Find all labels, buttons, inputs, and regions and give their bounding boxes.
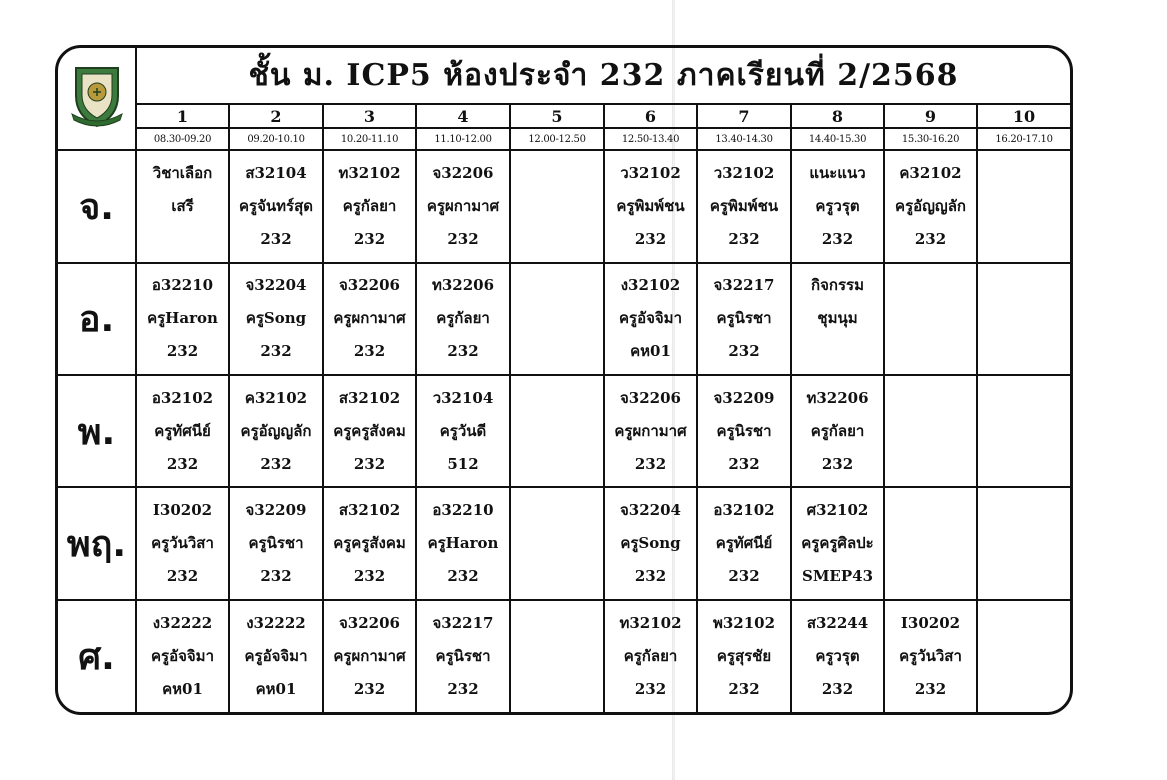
course-code — [885, 382, 976, 415]
room-number: 232 — [447, 342, 479, 361]
period-number-9: 9 — [884, 104, 977, 128]
course-code: วิชาเลือก — [152, 163, 213, 182]
schedule-cell — [791, 375, 884, 487]
course-code: อ32102 — [151, 388, 214, 407]
schedule-cell — [977, 487, 1070, 599]
room-number — [885, 560, 976, 593]
room-number: 232 — [821, 679, 854, 698]
page-title: ชั้น ม. ICP5 ห้องประจำ 232 ภาคเรียนที่ 2/2568 — [136, 48, 1070, 104]
schedule-cell — [136, 487, 229, 599]
schedule-cell — [416, 375, 510, 487]
room-number: 232 — [260, 454, 292, 473]
day-row — [58, 487, 1070, 599]
schedule-cell — [884, 150, 977, 262]
course-code: พ32102 — [712, 613, 776, 632]
teacher-name: ครูพิมพ์ชน — [616, 196, 685, 215]
schedule-cell — [697, 375, 791, 487]
schedule-cell — [416, 487, 510, 599]
teacher-name: ครูนิรชา — [248, 533, 304, 552]
teacher-name: ครูอัจจิมา — [151, 646, 214, 665]
schedule-cell — [884, 263, 977, 375]
period-time-5: 12.00-12.50 — [510, 128, 604, 150]
schedule-cell — [977, 150, 1070, 262]
course-code — [885, 494, 976, 527]
schedule-cell — [884, 375, 977, 487]
period-number-8: 8 — [791, 104, 884, 128]
schedule-cell — [136, 375, 229, 487]
period-number-10: 10 — [977, 104, 1070, 128]
schedule-cell — [977, 375, 1070, 487]
teacher-name: ครูครูสังคม — [333, 533, 406, 552]
schedule-cell — [510, 150, 604, 262]
teacher-name: เสรี — [171, 196, 194, 215]
schedule-cell — [416, 150, 510, 262]
room-number: 232 — [353, 229, 386, 248]
course-code — [978, 494, 1070, 527]
room-number: 232 — [728, 229, 760, 248]
teacher-name — [978, 527, 1070, 560]
course-code: ท32206 — [431, 276, 495, 295]
teacher-name: ครูกัลยา — [623, 646, 678, 665]
school-crest-icon — [66, 62, 128, 132]
room-number: 232 — [447, 229, 479, 248]
room-number — [885, 335, 976, 368]
teacher-name: ครูครูสังคม — [333, 421, 406, 440]
room-number — [511, 335, 603, 368]
schedule-cell — [791, 263, 884, 375]
room-number — [511, 223, 603, 256]
teacher-name: ครูผกามาศ — [333, 646, 406, 665]
schedule-cell — [229, 150, 323, 262]
teacher-name — [978, 415, 1070, 448]
period-number-4: 4 — [416, 104, 510, 128]
teacher-name: ครูHaron — [427, 533, 499, 552]
course-code: ส32102 — [338, 500, 401, 519]
course-code: ง32222 — [152, 613, 213, 632]
period-number-7: 7 — [697, 104, 791, 128]
teacher-name: ครูวรุต — [815, 196, 860, 215]
course-code: จ32209 — [245, 500, 307, 519]
course-code: ว32102 — [713, 163, 775, 182]
period-time-4: 11.10-12.00 — [416, 128, 510, 150]
course-code: ส32104 — [245, 163, 307, 182]
teacher-name — [885, 302, 976, 335]
room-number — [978, 223, 1070, 256]
schedule-cell — [323, 263, 416, 375]
room-number: 232 — [353, 454, 386, 473]
room-number: คห01 — [630, 342, 671, 361]
course-code: แนะแนว — [809, 163, 866, 182]
schedule-cell — [323, 600, 416, 712]
course-code: จ32206 — [339, 276, 400, 295]
schedule-cell — [136, 600, 229, 712]
period-number-1: 1 — [136, 104, 229, 128]
room-number — [978, 673, 1070, 706]
period-number-3: 3 — [323, 104, 416, 128]
schedule-cell — [791, 150, 884, 262]
teacher-name: ครูนิรชา — [716, 309, 772, 328]
course-code: ง32222 — [246, 613, 306, 632]
teacher-name: ครูพิมพ์ชน — [709, 196, 779, 215]
schedule-cell — [416, 600, 510, 712]
timetable-frame — [55, 45, 1073, 715]
course-code: I30202 — [900, 613, 961, 632]
teacher-name — [511, 640, 603, 673]
room-number: 232 — [353, 342, 386, 361]
period-time-6: 12.50-13.40 — [604, 128, 697, 150]
schedule-cell — [323, 150, 416, 262]
schedule-cell — [323, 375, 416, 487]
course-code — [978, 382, 1070, 415]
schedule-cell — [697, 600, 791, 712]
period-time-2: 09.20-10.10 — [229, 128, 323, 150]
course-code — [978, 157, 1070, 190]
course-code — [511, 494, 603, 527]
schedule-cell — [229, 600, 323, 712]
course-code: ว32102 — [620, 163, 681, 182]
course-code: ง32102 — [620, 276, 681, 295]
day-label: จ. — [58, 150, 136, 262]
room-number — [511, 448, 603, 481]
course-code: จ32204 — [245, 276, 307, 295]
period-time-8: 14.40-15.30 — [791, 128, 884, 150]
course-code: อ32210 — [151, 276, 214, 295]
schedule-cell — [977, 600, 1070, 712]
room-number: 232 — [914, 229, 947, 248]
schedule-cell — [604, 487, 697, 599]
schedule-cell — [136, 150, 229, 262]
schedule-cell — [510, 263, 604, 375]
course-code: ว32104 — [432, 388, 494, 407]
teacher-name: ครูวันวิสา — [151, 533, 214, 552]
teacher-name: ครูสุรชัย — [716, 646, 772, 665]
course-code: ท32102 — [619, 613, 682, 632]
teacher-name: ครูอัจจิมา — [619, 309, 682, 328]
teacher-name — [978, 302, 1070, 335]
period-time-3: 10.20-11.10 — [323, 128, 416, 150]
teacher-name: ครูผกามาศ — [614, 421, 687, 440]
room-number — [978, 448, 1070, 481]
course-code: ส32102 — [338, 388, 401, 407]
school-logo — [58, 48, 136, 150]
period-time-1: 08.30-09.20 — [136, 128, 229, 150]
schedule-cell — [697, 150, 791, 262]
course-code: จ32209 — [713, 388, 775, 407]
room-number: 232 — [166, 566, 199, 585]
course-code — [511, 157, 603, 190]
schedule-cell — [604, 263, 697, 375]
period-number-5: 5 — [510, 104, 604, 128]
course-code: อ32102 — [713, 500, 775, 519]
schedule-cell — [416, 263, 510, 375]
teacher-name — [511, 190, 603, 223]
teacher-name: ครูSong — [620, 533, 681, 552]
schedule-cell — [604, 375, 697, 487]
period-number-6: 6 — [604, 104, 697, 128]
schedule-cell — [884, 487, 977, 599]
course-code: I30202 — [152, 500, 213, 519]
teacher-name: ครูวรุต — [815, 646, 860, 665]
course-code — [978, 269, 1070, 302]
room-number — [511, 673, 603, 706]
teacher-name: ครูวันวิสา — [899, 646, 962, 665]
teacher-name: ครูผกามาศ — [333, 309, 406, 328]
room-number: 232 — [353, 679, 386, 698]
schedule-cell — [977, 263, 1070, 375]
room-number: 232 — [260, 229, 292, 248]
room-number: 232 — [260, 566, 292, 585]
room-number: 232 — [166, 342, 199, 361]
day-label: พ. — [58, 375, 136, 487]
course-code: ค32102 — [244, 388, 308, 407]
course-code: จ32206 — [620, 388, 681, 407]
teacher-name: ครูกัลยา — [810, 421, 865, 440]
schedule-cell — [510, 600, 604, 712]
period-number-2: 2 — [229, 104, 323, 128]
teacher-name: ชุมนุม — [817, 309, 858, 328]
course-code — [885, 269, 976, 302]
course-code: ท32102 — [338, 163, 401, 182]
room-number — [978, 335, 1070, 368]
period-time-9: 15.30-16.20 — [884, 128, 977, 150]
room-number: 232 — [166, 454, 199, 473]
teacher-name: ครูวันดี — [439, 421, 487, 440]
room-number: 232 — [728, 566, 760, 585]
room-number: 232 — [260, 342, 292, 361]
schedule-cell — [791, 487, 884, 599]
course-code — [511, 607, 603, 640]
teacher-name — [885, 415, 976, 448]
course-code — [511, 269, 603, 302]
room-number: 232 — [634, 679, 667, 698]
schedule-cell — [229, 375, 323, 487]
room-number: 232 — [728, 679, 760, 698]
teacher-name: ครูทัศนีย์ — [715, 533, 773, 552]
day-label: ศ. — [58, 600, 136, 712]
course-code: จ32217 — [432, 613, 494, 632]
schedule-cell — [697, 487, 791, 599]
teacher-name: ครูHaron — [147, 309, 218, 328]
schedule-cell — [697, 263, 791, 375]
course-code: ส32244 — [806, 613, 869, 632]
day-row — [58, 375, 1070, 487]
teacher-name — [885, 527, 976, 560]
schedule-cell — [604, 600, 697, 712]
day-row — [58, 150, 1070, 262]
schedule-cell — [136, 263, 229, 375]
schedule-cell — [884, 600, 977, 712]
schedule-cell — [229, 487, 323, 599]
timetable — [58, 48, 1070, 712]
course-code: จ32206 — [339, 613, 400, 632]
schedule-cell — [791, 600, 884, 712]
teacher-name: ครูกัลยา — [342, 196, 397, 215]
teacher-name — [511, 302, 603, 335]
teacher-name — [511, 415, 603, 448]
room-number: คห01 — [162, 679, 203, 698]
course-code: จ32206 — [432, 163, 494, 182]
course-code: อ32210 — [432, 500, 494, 519]
schedule-cell — [604, 150, 697, 262]
room-number: SMEP43 — [801, 566, 874, 585]
room-number: 232 — [914, 679, 947, 698]
teacher-name: ครูกัลยา — [436, 309, 490, 328]
course-code: กิจกรรม — [811, 276, 864, 295]
room-number — [792, 335, 883, 368]
course-code — [978, 607, 1070, 640]
room-number: 232 — [821, 454, 854, 473]
course-code: ศ32102 — [806, 500, 869, 519]
room-number: 232 — [634, 454, 667, 473]
course-code: ค32102 — [899, 163, 962, 182]
day-label: อ. — [58, 263, 136, 375]
schedule-cell — [510, 375, 604, 487]
room-number: 232 — [634, 566, 667, 585]
schedule-cell — [510, 487, 604, 599]
room-number: 232 — [447, 566, 479, 585]
room-number: 232 — [447, 679, 479, 698]
teacher-name: ครูผกามาศ — [426, 196, 500, 215]
room-number: คห01 — [255, 679, 297, 698]
teacher-name — [978, 640, 1070, 673]
teacher-name: ครูทัศนีย์ — [154, 421, 211, 440]
room-number — [885, 448, 976, 481]
teacher-name: ครูนิรชา — [716, 421, 772, 440]
room-number — [511, 560, 603, 593]
course-code: จ32204 — [620, 500, 681, 519]
room-number — [137, 223, 228, 256]
room-number: 232 — [728, 342, 760, 361]
teacher-name — [978, 190, 1070, 223]
teacher-name: ครูSong — [245, 309, 307, 328]
schedule-cell — [229, 263, 323, 375]
teacher-name: ครูอัญญลัก — [240, 421, 312, 440]
teacher-name: ครูอัจจิมา — [244, 646, 308, 665]
course-code: จ32217 — [713, 276, 775, 295]
room-number — [978, 560, 1070, 593]
day-row — [58, 263, 1070, 375]
course-code — [511, 382, 603, 415]
room-number: 232 — [728, 454, 760, 473]
teacher-name — [511, 527, 603, 560]
day-label: พฤ. — [58, 487, 136, 599]
day-row — [58, 600, 1070, 712]
course-code: ท32206 — [806, 388, 869, 407]
teacher-name: ครูจันทร์สุด — [239, 196, 313, 215]
period-time-7: 13.40-14.30 — [697, 128, 791, 150]
room-number: 512 — [447, 454, 479, 473]
teacher-name: ครูนิรชา — [435, 646, 491, 665]
room-number: 232 — [821, 229, 854, 248]
room-number: 232 — [634, 229, 667, 248]
room-number: 232 — [353, 566, 386, 585]
schedule-cell — [323, 487, 416, 599]
teacher-name: ครูอัญญลัก — [895, 196, 966, 215]
teacher-name: ครูครูศิลปะ — [801, 533, 874, 552]
period-time-10: 16.20-17.10 — [977, 128, 1070, 150]
